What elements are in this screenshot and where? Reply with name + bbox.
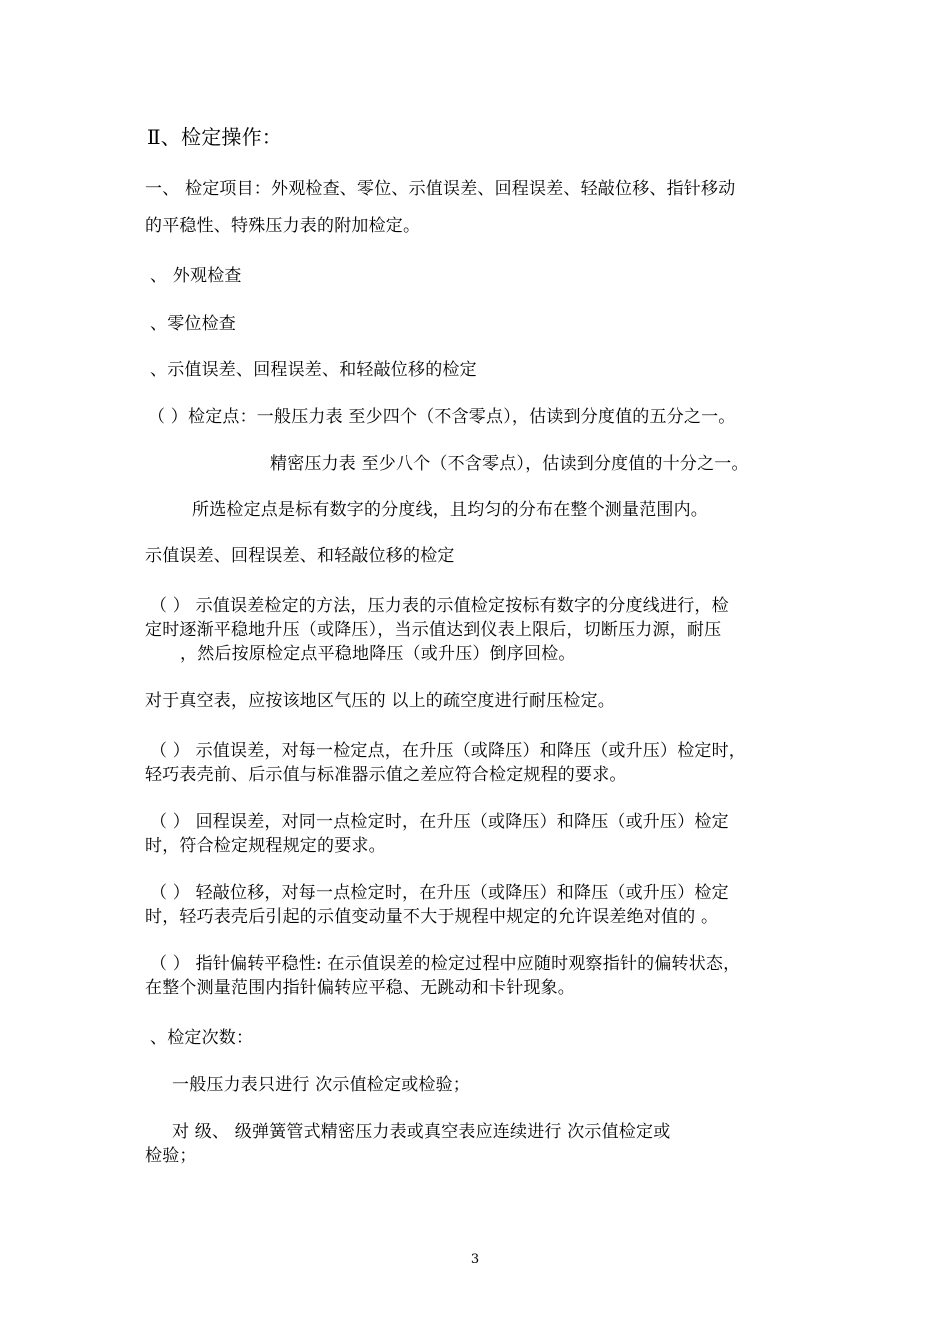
vacuum-note: 对于真空表，应按该地区气压的 以上的疏空度进行耐压检定。 [145,691,616,711]
section-heading: Ⅱ、检定操作： [147,125,282,149]
check-count-precision-line-1: 对 级、 级弹簧管式精密压力表或真空表应连续进行 次示值检定或 [172,1122,671,1142]
check-points-general: （ ）检定点：一般压力表 至少四个（不含零点），估读到分度值的五分之一。 [148,407,736,427]
check-points-precision: 精密压力表 至少八个（不含零点），估读到分度值的十分之一。 [270,454,749,474]
page-number: 3 [470,1252,480,1267]
method-line-1: （ ） 示值误差检定的方法，压力表的示值检定按标有数字的分度线进行，检 [150,596,729,616]
item-error-check: 、示值误差、回程误差、和轻敲位移的检定 [150,360,477,380]
check-count-title: 、检定次数： [150,1028,254,1048]
tap-shift-line-1: （ ） 轻敲位移，对每一点检定时，在升压（或降压）和降压（或升压）检定 [150,883,729,903]
item-zero-check: 、零位检查 [150,314,236,334]
item-appearance-check: 、 外观检查 [150,266,242,286]
indication-error-line-1: （ ） 示值误差，对每一检定点，在升压（或降压）和降压（或升压）检定时， [150,741,747,761]
tap-shift-line-2: 时，轻巧表壳后引起的示值变动量不大于规程中规定的允许误差绝对值的 。 [145,907,719,927]
subsection-title: 示值误差、回程误差、和轻敲位移的检定 [145,546,455,566]
pointer-stability-line-1: （ ） 指针偏转平稳性: 在示值误差的检定过程中应随时观察指针的偏转状态， [150,954,741,974]
return-error-line-2: 时，符合检定规程规定的要求。 [145,836,386,856]
check-count-precision-line-2: 检验； [145,1146,197,1166]
pointer-stability-line-2: 在整个测量范围内指针偏转应平稳、无跳动和卡针现象。 [145,978,575,998]
paragraph-line-2: 的平稳性、特殊压力表的附加检定。 [145,216,421,236]
indication-error-line-2: 轻巧表壳前、后示值与标准器示值之差应符合检定规程的要求。 [145,765,627,785]
method-line-2: 定时逐渐平稳地升压（或降压），当示值达到仪表上限后，切断压力源，耐压 [145,620,722,640]
check-points-note: 所选检定点是标有数字的分度线，且均匀的分布在整个测量范围内。 [192,500,708,520]
check-count-general: 一般压力表只进行 次示值检定或检验； [172,1075,471,1095]
method-line-3: ，然后按原检定点平稳地降压（或升压）倒序回检。 [180,644,576,664]
paragraph-line-1: 一、 检定项目：外观检查、零位、示值误差、回程误差、轻敲位移、指针移动 [145,179,736,199]
return-error-line-1: （ ） 回程误差，对同一点检定时，在升压（或降压）和降压（或升压）检定 [150,812,729,832]
